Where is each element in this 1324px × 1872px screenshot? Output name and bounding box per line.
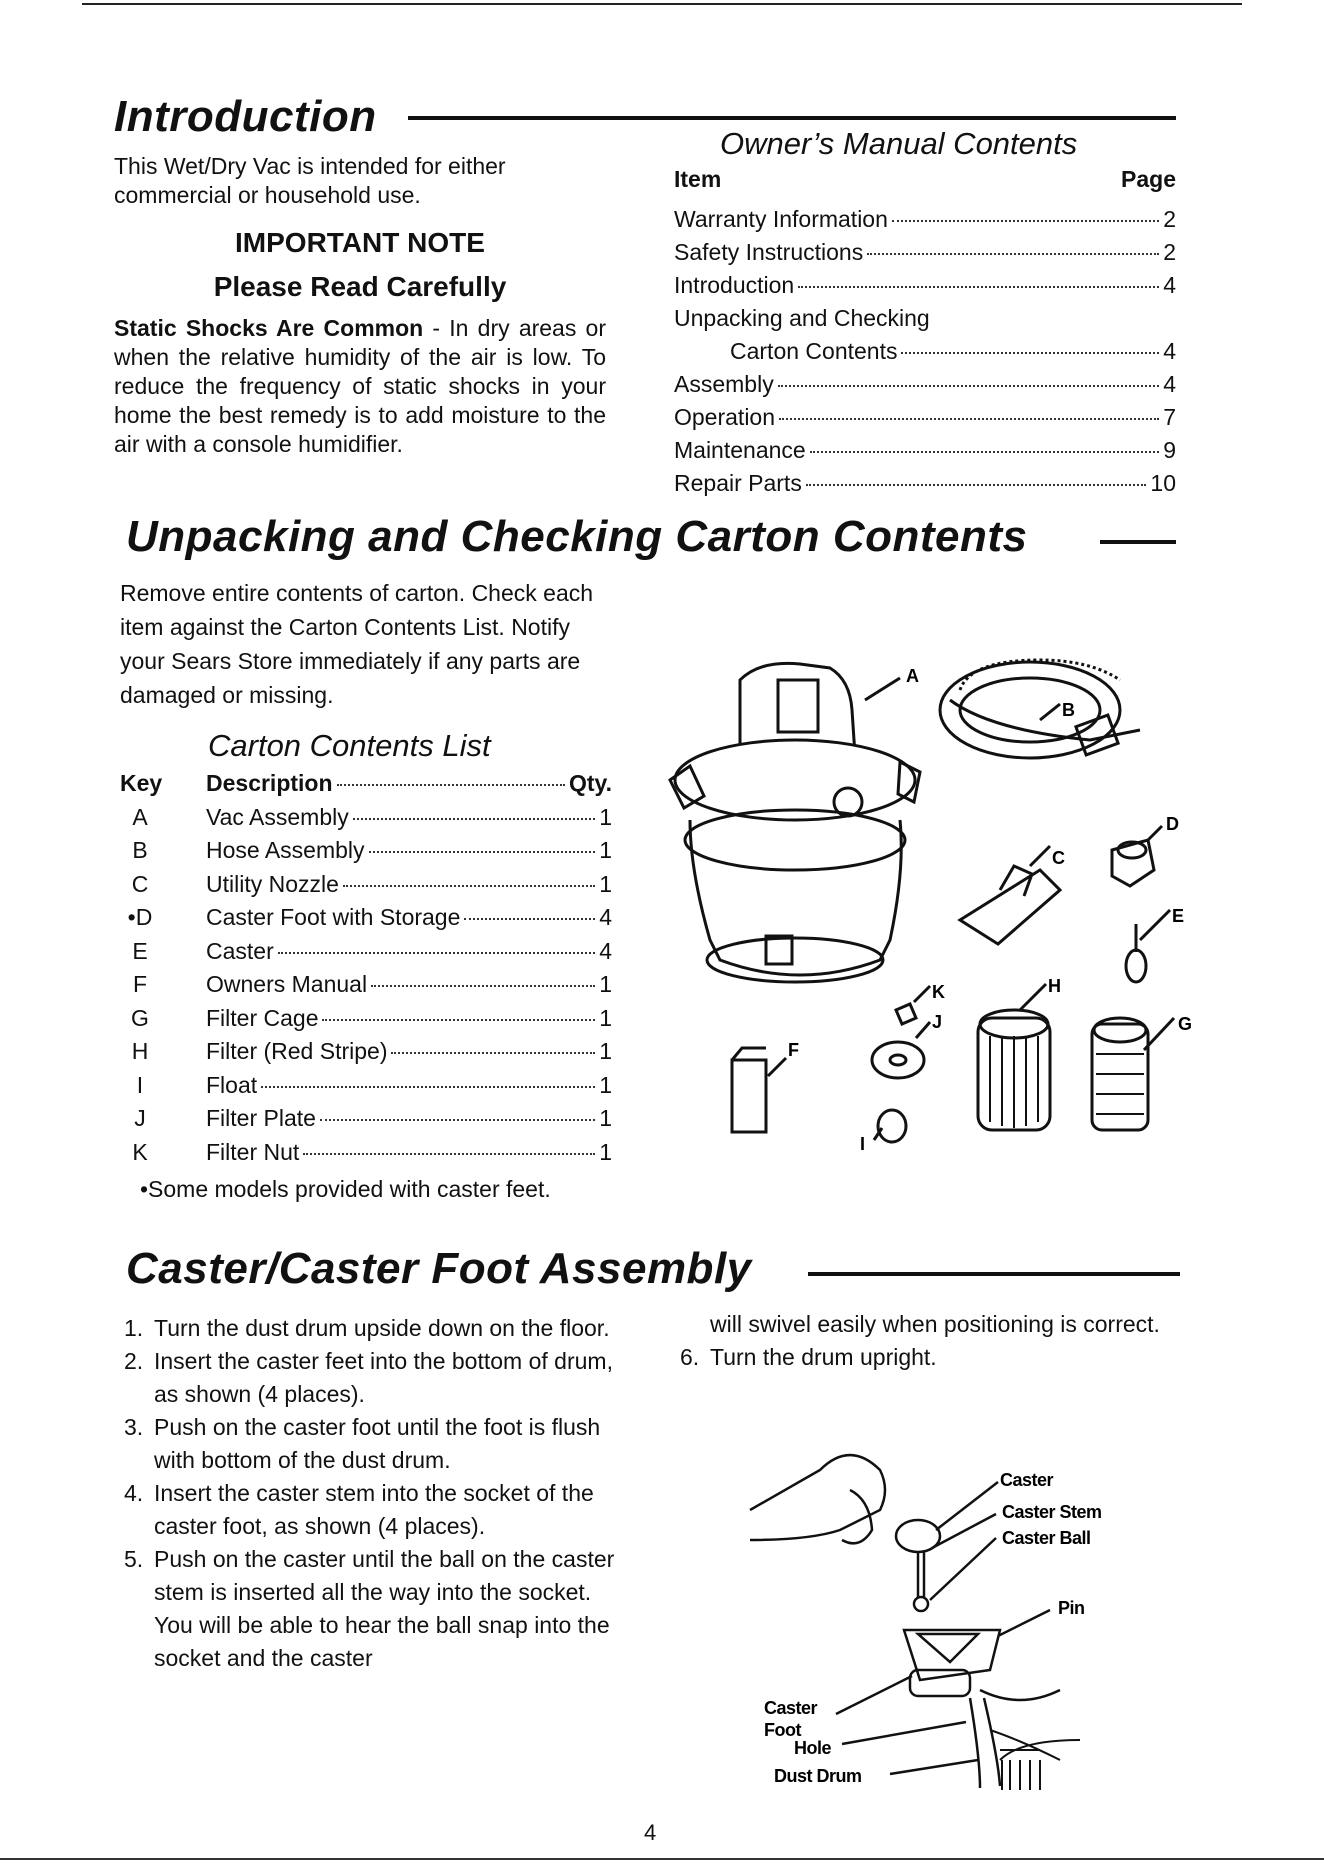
step-2: [124, 1345, 624, 1411]
item-description: Vac Assembly: [206, 803, 349, 830]
static-shocks-text: - In dry areas or when the relative humidity of the air is low. To reduce the frequency of static shocks in your home the best remedy is to add moisture to the air with a console humidifier.: [114, 315, 606, 457]
static-shocks-paragraph: [114, 314, 606, 459]
toc-row: [674, 305, 1176, 338]
carton-list-row: [120, 1005, 612, 1039]
float-illustration: [874, 1110, 906, 1142]
toc-row: [674, 371, 1176, 404]
page-number: 4: [644, 1820, 657, 1845]
label-i: I: [860, 1134, 866, 1154]
label-pin: Pin: [1058, 1598, 1085, 1618]
carton-list-row: [120, 938, 612, 972]
item-qty: 1: [599, 1038, 612, 1064]
step-number: 5.: [124, 1546, 144, 1572]
toc-row: [674, 470, 1176, 503]
filter-plate-illustration: [872, 1022, 930, 1078]
item-key: K: [132, 1138, 148, 1165]
carton-list-row: [120, 804, 612, 838]
caster-illustration: [1126, 910, 1170, 982]
label-a: A: [906, 666, 919, 686]
label-c: C: [1052, 848, 1065, 868]
item-key: A: [132, 803, 148, 830]
item-description: Hose Assembly: [206, 837, 365, 863]
toc-item-page: 4: [1163, 338, 1176, 364]
label-e: E: [1172, 906, 1185, 926]
toc-row: [674, 272, 1176, 305]
carton-footnote: •Some models provided with caster feet.: [140, 1176, 551, 1202]
top-rule: [82, 3, 1242, 5]
item-description: Owners Manual: [206, 971, 368, 997]
label-caster-stem: Caster Stem: [1002, 1502, 1102, 1522]
carton-list-row: [120, 1038, 612, 1072]
label-j: J: [932, 1012, 943, 1032]
toc-item-label: Safety Instructions: [674, 239, 864, 265]
item-key: J: [134, 1105, 146, 1131]
item-key: G: [131, 1004, 149, 1031]
item-description: Caster: [206, 937, 274, 964]
label-f: F: [788, 1040, 799, 1060]
caster-steps-cont: [680, 1308, 1180, 1374]
toc-heading: Owner’s Manual Contents: [720, 126, 1078, 161]
carton-list-row: [120, 971, 612, 1005]
toc-item-page: 2: [1163, 239, 1176, 265]
carton-list-row: [120, 1139, 612, 1173]
filter-cage-illustration: [1092, 1018, 1174, 1130]
item-description: Utility Nozzle: [206, 870, 339, 897]
introduction-heading: Introduction: [114, 92, 377, 141]
toc-item-page: 2: [1163, 206, 1176, 232]
item-key: B: [132, 837, 148, 863]
step-text: Push on the caster foot until the foot is flush with bottom of the dust drum.: [154, 1414, 601, 1473]
label-hole: Hole: [794, 1738, 832, 1758]
step-text: Insert the caster stem into the socket of the caster foot, as shown (4 places).: [154, 1480, 594, 1539]
step-text: Push on the caster until the ball on the caster stem is inserted all the way into the socket. You will be able to hear the ball snap into the socket and the caster: [154, 1546, 615, 1671]
label-d: D: [1166, 814, 1179, 834]
vac-assembly-illustration: [670, 663, 920, 982]
important-note-title: IMPORTANT NOTE: [235, 227, 485, 258]
item-key: E: [132, 937, 148, 964]
toc-item-label: Unpacking and Checking: [674, 305, 930, 331]
item-qty: 1: [599, 971, 612, 997]
toc-item-label: Warranty Information: [674, 206, 888, 232]
item-description: Caster Foot with Storage: [206, 904, 461, 930]
label-g: G: [1178, 1014, 1193, 1034]
toc-row: [674, 437, 1176, 470]
carton-list-row: [120, 837, 612, 871]
filter-illustration: [978, 984, 1050, 1130]
label-h: H: [1048, 976, 1061, 996]
carton-list-header: [120, 770, 612, 804]
step-6: [680, 1341, 1180, 1374]
step-1: [124, 1312, 624, 1345]
item-description: Filter Plate: [206, 1105, 316, 1131]
step-3: [124, 1411, 624, 1477]
toc-col-item: Item: [674, 166, 722, 192]
static-shocks-label: Static Shocks Are Common: [114, 315, 424, 341]
carton-contents-list: [120, 770, 612, 1172]
carton-list-title: Carton Contents List: [208, 728, 491, 763]
item-qty: 1: [599, 1071, 612, 1098]
item-description: Filter Nut: [206, 1138, 300, 1165]
unpacking-rule: [1100, 540, 1176, 544]
toc-col-page: Page: [1121, 166, 1176, 192]
label-caster-ball: Caster Ball: [1002, 1528, 1091, 1548]
introduction-rule: [408, 116, 1176, 120]
caster-steps: [124, 1312, 624, 1675]
carton-contents-figure: [660, 640, 1200, 1160]
bottom-rule: [0, 1858, 1324, 1860]
label-k: K: [932, 982, 945, 1002]
toc-row: [674, 404, 1176, 437]
step-5: [124, 1543, 624, 1675]
item-qty: 1: [599, 1138, 612, 1165]
toc-item-label: Carton Contents: [730, 338, 898, 364]
step-text: Turn the drum upright.: [710, 1344, 937, 1370]
carton-list-row: [120, 871, 612, 905]
toc-item-page: 4: [1163, 272, 1176, 298]
step-number: 1.: [124, 1315, 144, 1341]
item-qty: 1: [599, 1105, 612, 1131]
toc-item-page: 7: [1163, 404, 1176, 430]
toc-row: [674, 338, 1176, 371]
toc-item-page: 9: [1163, 437, 1176, 463]
toc-item-label: Assembly: [674, 371, 774, 397]
unpacking-heading: Unpacking and Checking Carton Contents: [126, 512, 1028, 561]
intro-text: This Wet/Dry Vac is intended for either commercial or household use.: [114, 153, 506, 208]
col-description: Description: [206, 770, 333, 796]
owners-manual-illustration: [732, 1048, 786, 1132]
item-description: Filter Cage: [206, 1004, 319, 1031]
toc-item-label: Maintenance: [674, 437, 806, 463]
item-qty: 1: [599, 870, 612, 897]
item-qty: 4: [599, 904, 612, 930]
toc-table: [674, 166, 1176, 503]
label-caster-foot-1: Caster: [764, 1698, 818, 1718]
item-key: •D: [127, 904, 153, 930]
label-caster: Caster: [1000, 1470, 1054, 1490]
hose-assembly-illustration: [940, 660, 1140, 758]
caster-foot-illustration: [1112, 826, 1162, 886]
carton-list-row: [120, 1105, 612, 1139]
item-key: F: [132, 971, 148, 997]
item-description: Float: [206, 1071, 258, 1098]
please-read-title: Please Read Carefully: [213, 271, 507, 302]
toc-item-label: Repair Parts: [674, 470, 802, 496]
item-key: I: [136, 1071, 144, 1098]
unpacking-text: Remove entire contents of carton. Check each item against the Carton Contents List. Notify your Sears Store immediately if any parts are damaged or missing.: [120, 580, 594, 708]
filter-nut-illustration: [896, 986, 930, 1024]
carton-list-row: [120, 1072, 612, 1106]
step-number: 3.: [124, 1414, 144, 1440]
toc-header: [674, 166, 1176, 206]
item-qty: 4: [599, 937, 612, 964]
toc-item-page: 4: [1163, 371, 1176, 397]
label-b: B: [1062, 700, 1075, 720]
toc-row: [674, 239, 1176, 272]
item-qty: 1: [599, 1004, 612, 1031]
item-key: C: [131, 870, 149, 897]
toc-item-label: Operation: [674, 404, 776, 430]
step-text: Insert the caster feet into the bottom of drum, as shown (4 places).: [154, 1348, 613, 1407]
step-4: [124, 1477, 624, 1543]
step-number: 2.: [124, 1348, 144, 1374]
item-description: Filter (Red Stripe): [206, 1038, 388, 1064]
item-key: H: [131, 1038, 149, 1064]
step5-continued: will swivel easily when positioning is correct.: [710, 1311, 1160, 1337]
item-qty: 1: [599, 837, 612, 863]
carton-list-row: [120, 904, 612, 938]
label-dust-drum: Dust Drum: [774, 1766, 862, 1786]
caster-rule: [808, 1272, 1180, 1276]
toc-item-page: 10: [1150, 470, 1176, 496]
caster-heading: Caster/Caster Foot Assembly: [126, 1244, 752, 1293]
col-key: Key: [120, 770, 163, 796]
utility-nozzle-illustration: [960, 846, 1060, 944]
col-qty: Qty.: [568, 770, 612, 796]
item-qty: 1: [599, 803, 612, 830]
caster-assembly-diagram: [740, 1430, 1160, 1790]
step-number: 4.: [124, 1480, 144, 1506]
toc-row: [674, 206, 1176, 239]
step-text: Turn the dust drum upside down on the floor.: [154, 1315, 610, 1341]
step-number: 6.: [680, 1344, 700, 1370]
label-caster-foot-2: Foot: [764, 1720, 801, 1740]
toc-item-label: Introduction: [674, 272, 795, 298]
